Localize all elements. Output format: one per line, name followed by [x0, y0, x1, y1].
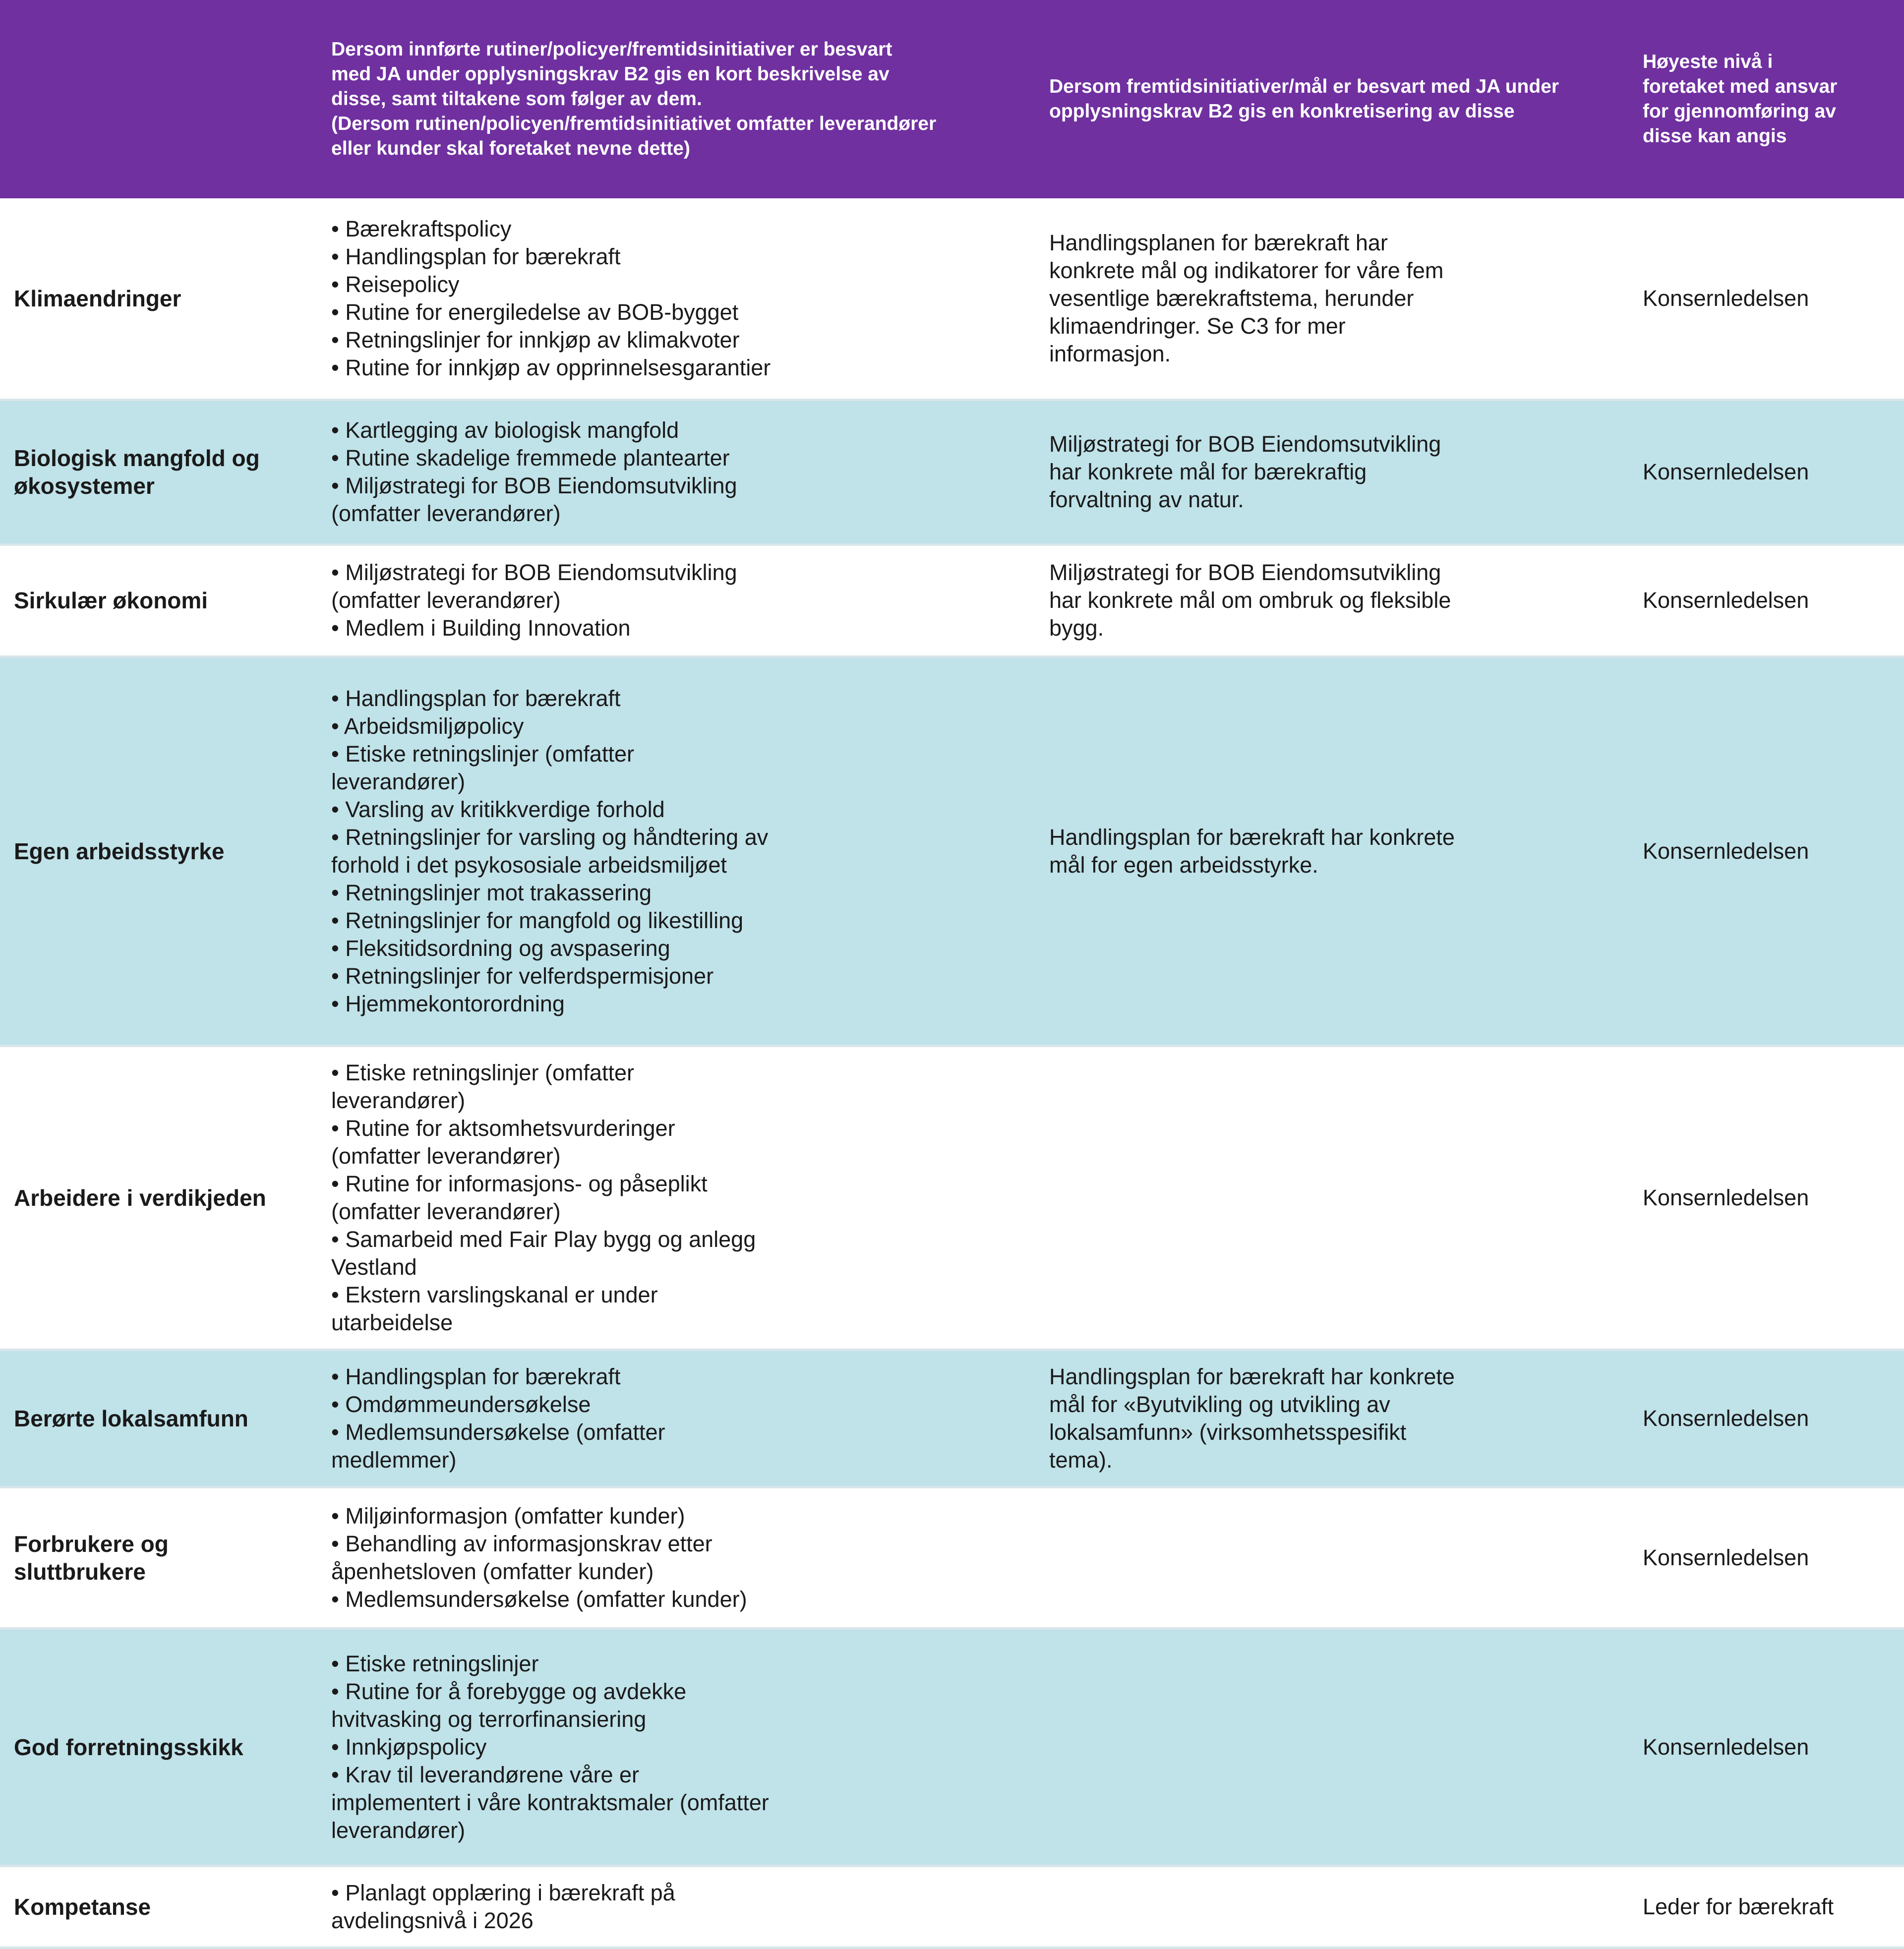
text-line: klimaendringer. Se C3 for mer	[1049, 313, 1346, 339]
text-line: Handlingsplan for bærekraft har konkrete	[1049, 1363, 1455, 1389]
topic-cell	[0, 1046, 317, 1350]
text-line: disse, samt tiltakene som følger av dem.	[331, 88, 702, 110]
text-line: mål for egen arbeidsstyrke.	[1049, 852, 1318, 878]
text-line: • Rutine for energiledelse av BOB-bygget	[331, 299, 739, 325]
text-line: • Reisepolicy	[331, 271, 460, 297]
text-line: • Retningslinjer for velferdspermisjoner	[331, 963, 714, 989]
table-row	[0, 544, 1904, 656]
text-line: Dersom fremtidsinitiativer/mål er besvart med JA under	[1049, 76, 1559, 97]
text-line: • Fleksitidsordning og avspasering	[331, 935, 670, 961]
text-line: • Retningslinjer for varsling og håndtering av	[331, 824, 769, 850]
text-line: avdelingsnivå i 2026	[331, 1907, 534, 1933]
text-line: Egen arbeidsstyrke	[14, 838, 225, 864]
text-line: • Retningslinjer for innkjøp av klimakvoter	[331, 327, 740, 353]
table-row	[0, 1628, 1904, 1866]
table-row	[0, 1487, 1904, 1628]
text-line: hvitvasking og terrorfinansiering	[331, 1706, 647, 1732]
topic-cell	[0, 198, 317, 400]
text-line: • Medlemsundersøkelse (omfatter	[331, 1419, 665, 1445]
text-line: • Etiske retningslinjer (omfatter	[331, 741, 634, 767]
text-line: implementert i våre kontraktsmaler (omfatter	[331, 1789, 769, 1815]
goals-cell	[1035, 1350, 1643, 1487]
topic-cell	[0, 1487, 317, 1628]
topic-cell	[0, 656, 317, 1046]
table-row	[0, 656, 1904, 1046]
policies-cell	[317, 1487, 1035, 1628]
text-line: (omfatter leverandører)	[331, 1143, 561, 1169]
text-line: • Rutine for aktsomhetsvurderinger	[331, 1115, 675, 1141]
policies-cell	[317, 400, 1035, 544]
text-line: • Medlemsundersøkelse (omfatter kunder)	[331, 1586, 747, 1612]
text-line: lokalsamfunn» (virksomhetsspesifikt	[1049, 1419, 1407, 1445]
text-line: • Medlem i Building Innovation	[331, 615, 631, 641]
text-line: • Etiske retningslinjer	[331, 1651, 539, 1676]
text-line: Vestland	[331, 1254, 417, 1280]
text-line: disse kan angis	[1643, 125, 1787, 147]
text-line: • Rutine skadelige fremmede plantearter	[331, 445, 730, 471]
text-line: • Omdømmeundersøkelse	[331, 1391, 591, 1417]
text-line: • Samarbeid med Fair Play bygg og anlegg	[331, 1226, 756, 1252]
text-line: (omfatter leverandører)	[331, 588, 561, 613]
policies-cell	[317, 656, 1035, 1046]
text-line: tema).	[1049, 1447, 1113, 1473]
text-line: • Arbeidsmiljøpolicy	[331, 713, 524, 739]
policies-cell	[317, 544, 1035, 656]
responsible-cell: Konsernledelsen	[1643, 838, 1809, 864]
goals-cell	[1035, 400, 1643, 544]
text-line: har konkrete mål for bærekraftig	[1049, 459, 1367, 484]
text-line: åpenhetsloven (omfatter kunder)	[331, 1558, 654, 1584]
text-line: mål for «Byutvikling og utvikling av	[1049, 1391, 1390, 1417]
text-line: for gjennomføring av	[1643, 101, 1836, 122]
text-line: medlemmer)	[331, 1447, 457, 1473]
table-body	[0, 198, 1904, 1948]
text-line: Handlingsplanen for bærekraft har	[1049, 230, 1388, 255]
text-line: med JA under opplysningskrav B2 gis en kort beskrivelse av	[331, 63, 890, 85]
responsible-cell: Konsernledelsen	[1643, 285, 1809, 311]
text-line: opplysningskrav B2 gis en konkretisering av disse	[1049, 101, 1515, 122]
text-line: • Handlingsplan for bærekraft	[331, 1363, 621, 1389]
goals-cell	[1035, 1046, 1643, 1350]
text-line: Miljøstrategi for BOB Eiendomsutvikling	[1049, 431, 1441, 457]
text-line: (Dersom rutinen/policyen/fremtidsinitiativet omfatter leverandører	[331, 113, 937, 134]
text-line: • Rutine for å forebygge og avdekke	[331, 1678, 687, 1704]
text-line: Dersom innførte rutiner/policyer/fremtidsinitiativer er besvart	[331, 39, 892, 60]
goals-cell	[1035, 1487, 1643, 1628]
topic-cell	[0, 1350, 317, 1487]
text-line: • Miljøstrategi for BOB Eiendomsutvikling	[331, 473, 737, 498]
header-policies	[317, 0, 1035, 198]
text-line: Berørte lokalsamfunn	[14, 1405, 248, 1431]
text-line: informasjon.	[1049, 341, 1171, 366]
text-line: • Miljøstrategi for BOB Eiendomsutvikling	[331, 560, 737, 585]
text-line: • Planlagt opplæring i bærekraft på	[331, 1880, 675, 1905]
text-line: forvaltning av natur.	[1049, 487, 1244, 512]
text-line: har konkrete mål om ombruk og fleksible	[1049, 588, 1451, 613]
responsible-cell: Konsernledelsen	[1643, 459, 1809, 484]
text-line: leverandører)	[331, 1087, 466, 1113]
text-line: økosystemer	[14, 473, 155, 499]
header-responsible	[1643, 0, 1904, 198]
text-line: • Kartlegging av biologisk mangfold	[331, 417, 679, 443]
policies-cell	[317, 1046, 1035, 1350]
topic-cell	[0, 1628, 317, 1866]
text-line: utarbeidelse	[331, 1309, 453, 1335]
text-line: • Miljøinformasjon (omfatter kunder)	[331, 1503, 685, 1529]
responsible-cell: Konsernledelsen	[1643, 588, 1809, 613]
text-line: (omfatter leverandører)	[331, 1198, 561, 1224]
text-line: konkrete mål og indikatorer for våre fem	[1049, 257, 1444, 283]
table-row	[0, 1046, 1904, 1350]
policies-cell	[317, 1628, 1035, 1866]
text-line: Arbeidere i verdikjeden	[14, 1184, 266, 1211]
topic-cell	[0, 544, 317, 656]
text-line: Miljøstrategi for BOB Eiendomsutvikling	[1049, 560, 1441, 585]
table-header-row	[0, 0, 1904, 198]
text-line: forhold i det psykososiale arbeidsmiljøet	[331, 852, 727, 878]
text-line: leverandører)	[331, 1817, 466, 1843]
policies-cell	[317, 198, 1035, 400]
text-line: • Retningslinjer mot trakassering	[331, 880, 652, 905]
table-row	[0, 198, 1904, 400]
text-line: Forbrukere og	[14, 1531, 169, 1557]
text-line: foretaket med ansvar	[1643, 76, 1838, 97]
responsible-cell: Konsernledelsen	[1643, 1734, 1809, 1760]
text-line: Klimaendringer	[14, 285, 181, 311]
goals-cell	[1035, 1866, 1643, 1948]
text-line: vesentlige bærekraftstema, herunder	[1049, 285, 1414, 311]
goals-cell	[1035, 544, 1643, 656]
text-line: God forretningsskikk	[14, 1734, 243, 1760]
text-line: • Varsling av kritikkverdige forhold	[331, 796, 665, 822]
text-line: • Rutine for informasjons- og påseplikt	[331, 1171, 708, 1196]
text-line: Biologisk mangfold og	[14, 445, 260, 471]
text-line: sluttbrukere	[14, 1558, 146, 1585]
policies-cell	[317, 1866, 1035, 1948]
text-line: • Ekstern varslingskanal er under	[331, 1282, 658, 1307]
text-line: (omfatter leverandører)	[331, 501, 561, 526]
text-line: • Krav til leverandørene våre er	[331, 1762, 640, 1787]
text-line: • Etiske retningslinjer (omfatter	[331, 1060, 634, 1085]
text-line: Sirkulær økonomi	[14, 588, 208, 613]
header-topic	[0, 0, 317, 198]
policies-cell	[317, 1350, 1035, 1487]
text-line: Kompetanse	[14, 1893, 151, 1920]
topic-cell	[0, 1866, 317, 1948]
topic-cell	[0, 400, 317, 544]
goals-cell	[1035, 1628, 1643, 1866]
text-line: • Rutine for innkjøp av opprinnelsesgarantier	[331, 354, 771, 380]
responsible-cell: Konsernledelsen	[1643, 1184, 1809, 1210]
table-row	[0, 1866, 1904, 1948]
table-row	[0, 1350, 1904, 1487]
text-line: Handlingsplan for bærekraft har konkrete	[1049, 824, 1455, 850]
table-row	[0, 400, 1904, 544]
text-line: leverandører)	[331, 768, 466, 794]
goals-cell	[1035, 656, 1643, 1046]
text-line: • Handlingsplan for bærekraft	[331, 243, 621, 269]
header-goals	[1035, 0, 1643, 198]
text-line: • Hjemmekontorordning	[331, 991, 565, 1016]
goals-cell	[1035, 198, 1643, 400]
text-line: • Bærekraftspolicy	[331, 216, 512, 241]
text-line: Høyeste nivå i	[1643, 51, 1773, 72]
responsible-cell: Konsernledelsen	[1643, 1405, 1809, 1431]
text-line: • Handlingsplan for bærekraft	[331, 685, 621, 711]
text-line: • Innkjøpspolicy	[331, 1734, 487, 1760]
responsible-cell: Leder for bærekraft	[1643, 1893, 1834, 1919]
text-line: • Behandling av informasjonskrav etter	[331, 1531, 713, 1556]
text-line: • Retningslinjer for mangfold og likestilling	[331, 907, 744, 933]
text-line: bygg.	[1049, 615, 1104, 641]
text-line: eller kunder skal foretaket nevne dette)	[331, 138, 690, 159]
responsible-cell: Konsernledelsen	[1643, 1544, 1809, 1570]
